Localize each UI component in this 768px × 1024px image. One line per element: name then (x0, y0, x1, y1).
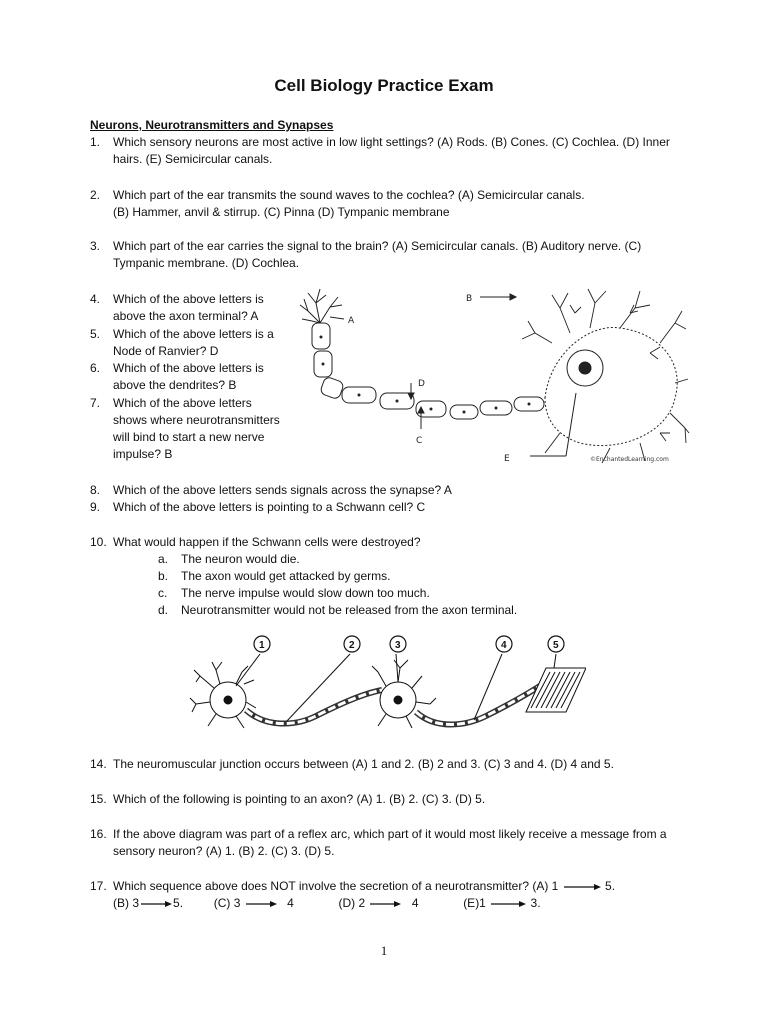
arrow-icon (139, 900, 173, 908)
dendrites (522, 289, 689, 463)
option-letter: d. (158, 603, 169, 617)
answer-b-start: (B) 3 (113, 896, 140, 910)
question-14 (90, 756, 690, 773)
question-10 (90, 534, 690, 551)
number-1: 1 (259, 640, 265, 651)
question-number: 7. (90, 396, 101, 410)
option-text: The nerve impulse would slow down too much. (181, 586, 430, 600)
question-text: What would happen if the Schwann cells were destroyed? (113, 535, 421, 549)
question-number: 4. (90, 292, 101, 306)
question-number: 2. (90, 188, 101, 202)
myelin-sheath (312, 323, 544, 419)
question-text: Which of the above letters sends signals across the synapse? A (113, 483, 452, 497)
question-number: 3. (90, 239, 101, 253)
number-circles (254, 636, 564, 652)
number-3: 3 (395, 640, 401, 651)
question-text: Which of the above letters is above the dendrites? B (113, 361, 264, 392)
label-arrows (330, 294, 576, 456)
question-text: Which part of the ear carries the signal to the brain? (A) Semicircular canals. (B) Auditory nerve. (C) Tympanic membrane. (D) Cochlea. (113, 239, 642, 270)
question-text: Which of the following is pointing to an axon? (A) 1. (B) 2. (C) 3. (D) 5. (113, 792, 486, 806)
option-letter: a. (158, 552, 169, 566)
question-text: Which sensory neurons are most active in low light settings? (A) Rods. (B) Cones. (C) Cochlea. (D) Inner hairs. (E) Semicircular canals. (113, 135, 670, 166)
question-text: Which of the above letters shows where neurotransmitters will bind to start a new nerve impulse? B (113, 396, 280, 461)
page-number: 1 (380, 943, 388, 958)
question-number: 6. (90, 361, 101, 375)
option-b (158, 568, 390, 585)
question-text: Which of the above letters is a Node of Ranvier? D (113, 327, 274, 358)
diagram-credit: ©EnchantedLearning.com (590, 456, 669, 463)
option-d (158, 602, 517, 619)
option-letter: c. (158, 586, 168, 600)
section-heading: Neurons, Neurotransmitters and Synapses (90, 118, 334, 132)
question-16 (90, 826, 695, 860)
question-1 (90, 134, 690, 168)
label-a: A (348, 316, 355, 326)
question-9 (90, 499, 690, 516)
question-text: Which of the above letters is above the axon terminal? A (113, 292, 264, 323)
question-number: 15. (90, 792, 107, 806)
answer-b-end: 5. (173, 896, 184, 910)
question-number: 5. (90, 327, 101, 341)
question-4 (90, 291, 285, 325)
page-title: Cell Biology Practice Exam (274, 76, 494, 95)
question-number: 1. (90, 135, 101, 149)
arrow-icon (368, 900, 402, 908)
question-number: 17. (90, 879, 107, 893)
question-7 (90, 395, 285, 463)
arrow-icon (562, 883, 602, 891)
question-number: 14. (90, 757, 107, 771)
answer-d-start: (D) 2 (338, 896, 366, 910)
option-text: The neuron would die. (181, 552, 300, 566)
arrow-icon (489, 900, 527, 908)
question-5 (90, 326, 285, 360)
question-17-line-1 (113, 878, 710, 895)
arrow-icon (244, 900, 278, 908)
answer-c-end: 4 (287, 896, 294, 910)
option-text: The axon would get attacked by germs. (181, 569, 391, 583)
question-15 (90, 791, 690, 808)
answer-c-start: (C) 3 (213, 896, 241, 910)
option-c (158, 585, 430, 602)
question-number: 9. (90, 500, 101, 514)
question-number: 8. (90, 483, 101, 497)
question-2 (90, 187, 590, 221)
label-e: E (504, 454, 510, 464)
question-number: 10. (90, 535, 107, 549)
question-17-line-2 (113, 895, 710, 912)
question-text: Which part of the ear transmits the sound waves to the cochlea? (A) Semicircular canals. (B) Hammer, anvil & stirrup. (C) Pinna (D) Tympanic membrane (113, 188, 585, 219)
number-2: 2 (349, 640, 355, 651)
option-text: Neurotransmitter would not be released from the axon terminal. (181, 603, 518, 617)
number-5: 5 (553, 640, 559, 651)
question-17 (90, 878, 710, 912)
number-4: 4 (501, 640, 507, 651)
option-letter: b. (158, 569, 169, 583)
question-number: 16. (90, 827, 107, 841)
question-text: If the above diagram was part of a reflex arc, which part of it would most likely receive a message from a sensory neuron? (A) 1. (B) 2. (C) 3. (D) 5. (113, 827, 667, 858)
answer-e-start: (E)1 (463, 896, 486, 910)
label-b: B (466, 294, 473, 304)
neuron-chain-diagram (186, 632, 586, 734)
label-c: C (416, 436, 423, 446)
question-6 (90, 360, 285, 394)
axon-1 (246, 690, 382, 724)
question-text: The neuromuscular junction occurs between (A) 1 and 2. (B) 2 and 3. (C) 3 and 4. (D) 4 and 5. (113, 757, 614, 771)
cell-body (545, 327, 677, 445)
question-3 (90, 238, 650, 272)
neuron-diagram (290, 283, 690, 468)
answer-e-end: 3. (530, 896, 541, 910)
question-8 (90, 482, 690, 499)
question-text: Which of the above letters is pointing to a Schwann cell? C (113, 500, 426, 514)
question-text: Which sequence above does NOT involve the secretion of a neurotransmitter? (A) 1 (113, 879, 559, 893)
answer-a-end: 5. (605, 879, 616, 893)
label-d: D (418, 379, 425, 389)
option-a (158, 551, 300, 568)
answer-d-end: 4 (411, 896, 419, 910)
